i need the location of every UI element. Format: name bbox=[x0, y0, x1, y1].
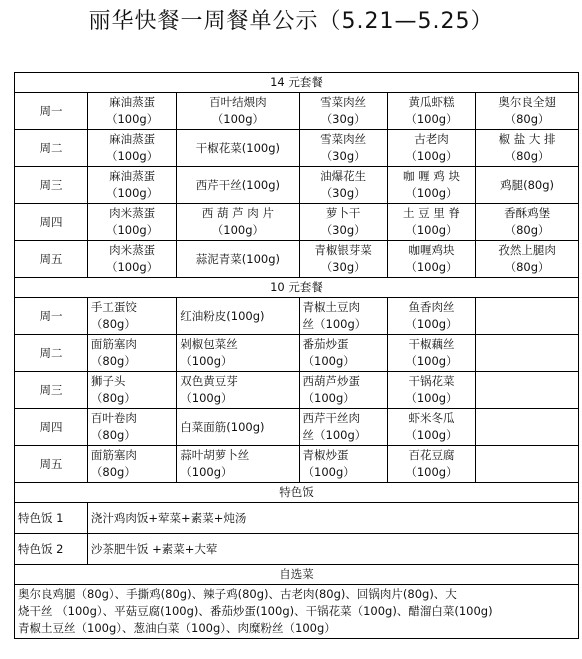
dish-cell bbox=[387, 409, 475, 446]
dish-name: 萝卜干 bbox=[325, 206, 361, 220]
dish-name: 剁椒包菜丝 bbox=[180, 337, 238, 351]
dish-portion: （80g） bbox=[504, 112, 550, 126]
dish-portion: （80g） bbox=[90, 317, 136, 331]
section-header-10: 10 元套餐 bbox=[15, 278, 579, 298]
dish-cell bbox=[177, 372, 299, 409]
dish-cell bbox=[299, 298, 387, 335]
day-label: 周二 bbox=[15, 130, 88, 167]
menu-row bbox=[15, 204, 579, 241]
day-label: 周三 bbox=[15, 167, 88, 204]
dish-cell bbox=[87, 409, 176, 446]
menu-row bbox=[15, 409, 579, 446]
dish-cell bbox=[387, 204, 475, 241]
dish-portion: （100g） bbox=[405, 223, 458, 237]
dish-name: 白菜面筋(100g) bbox=[180, 419, 265, 434]
menu-table bbox=[14, 72, 579, 639]
dish-cell bbox=[177, 409, 299, 446]
dish-cell bbox=[177, 241, 299, 278]
dish-name: 香酥鸡堡 bbox=[504, 206, 551, 220]
dish-name: 油爆花生 bbox=[320, 169, 367, 183]
dish-portion: （100g） bbox=[405, 354, 458, 368]
dish-cell bbox=[177, 298, 299, 335]
dish-portion: （100g） bbox=[405, 465, 458, 479]
dish-portion: （100g） bbox=[180, 465, 233, 479]
optional-dishes bbox=[15, 585, 579, 639]
dish-portion: （100g） bbox=[105, 186, 159, 200]
dish-name: 麻油蒸蛋 bbox=[109, 132, 156, 146]
dish-name: 麻油蒸蛋 bbox=[109, 95, 156, 109]
dish-portion: （100g） bbox=[211, 223, 265, 237]
dish-cell bbox=[299, 130, 387, 167]
dish-name: 青椒土豆肉 bbox=[302, 300, 360, 314]
dish-cell bbox=[299, 167, 387, 204]
dish-name: 蒜叶胡萝卜丝 bbox=[180, 448, 250, 462]
dish-portion: （100g） bbox=[405, 149, 458, 163]
dish-name: 青椒银芽菜 bbox=[314, 243, 372, 257]
dish-cell bbox=[299, 335, 387, 372]
dish-portion: （100g） bbox=[405, 186, 458, 200]
dish-name: 黄瓜虾糕 bbox=[408, 95, 455, 109]
dish-cell bbox=[476, 204, 579, 241]
special-item: 浇汁鸡肉饭+荤菜+素菜+炖汤 bbox=[87, 503, 578, 534]
dish-name: 干锅花菜 bbox=[408, 374, 455, 388]
special-label: 特色饭 2 bbox=[15, 534, 88, 565]
dish-name: 面筋塞肉 bbox=[90, 448, 137, 462]
dish-cell bbox=[476, 241, 579, 278]
empty-cell bbox=[476, 409, 579, 446]
menu-row bbox=[15, 372, 579, 409]
dish-name: 雪菜肉丝 bbox=[320, 95, 367, 109]
dish-name: 咖喱鸡块 bbox=[408, 243, 455, 257]
empty-cell bbox=[476, 298, 579, 335]
dish-cell bbox=[387, 446, 475, 483]
menu-row bbox=[15, 93, 579, 130]
dish-name: 西葫芦炒蛋 bbox=[302, 374, 360, 388]
menu-row bbox=[15, 241, 579, 278]
dish-cell bbox=[87, 130, 176, 167]
dish-portion: （100g） bbox=[302, 391, 355, 405]
page-title: 丽华快餐一周餐单公示（5.21—5.25） bbox=[88, 9, 494, 34]
dish-cell bbox=[87, 204, 176, 241]
dish-name: 青椒炒蛋 bbox=[302, 448, 349, 462]
day-label: 周一 bbox=[15, 298, 88, 335]
special-row bbox=[15, 534, 579, 565]
dish-cell bbox=[177, 93, 299, 130]
dish-portion: （100g） bbox=[405, 112, 458, 126]
dish-cell bbox=[177, 446, 299, 483]
dish-portion: （100g） bbox=[211, 112, 265, 126]
dish-name: 奥尔良全翅 bbox=[498, 95, 556, 109]
dish-cell bbox=[299, 446, 387, 483]
day-label: 周四 bbox=[15, 409, 88, 446]
dish-cell bbox=[299, 204, 387, 241]
dish-portion: （100g） bbox=[180, 391, 233, 405]
empty-cell bbox=[476, 335, 579, 372]
dish-cell bbox=[476, 93, 579, 130]
section-header-optional: 自选菜 bbox=[15, 565, 579, 585]
dish-cell bbox=[87, 167, 176, 204]
dish-cell bbox=[87, 298, 176, 335]
dish-name: 麻油蒸蛋 bbox=[109, 169, 156, 183]
dish-name: 番茄炒蛋 bbox=[302, 337, 349, 351]
dish-portion: （100g） bbox=[105, 223, 159, 237]
day-label: 周五 bbox=[15, 446, 88, 483]
dish-portion: （30g） bbox=[320, 149, 366, 163]
dish-cell bbox=[476, 130, 579, 167]
dish-cell bbox=[476, 167, 579, 204]
dish-portion: （30g） bbox=[320, 112, 366, 126]
dish-name: 雪菜肉丝 bbox=[320, 132, 367, 146]
dish-cell bbox=[177, 204, 299, 241]
dish-portion: （100g） bbox=[405, 391, 458, 405]
dish-name: 蒜泥青菜(100g) bbox=[195, 251, 280, 266]
dish-cell bbox=[87, 446, 176, 483]
dish-name: 虾米冬瓜 bbox=[408, 411, 455, 425]
day-label: 周三 bbox=[15, 372, 88, 409]
dish-name: 面筋塞肉 bbox=[90, 337, 137, 351]
dish-cell bbox=[87, 241, 176, 278]
menu-row bbox=[15, 130, 579, 167]
day-label: 周五 bbox=[15, 241, 88, 278]
dish-portion: （30g） bbox=[320, 186, 366, 200]
dish-name: 手工蛋饺 bbox=[90, 300, 137, 314]
dish-portion: （80g） bbox=[504, 223, 550, 237]
dish-cell bbox=[387, 241, 475, 278]
dish-name: 百花豆腐 bbox=[408, 448, 455, 462]
dish-cell bbox=[87, 335, 176, 372]
dish-portion: （100g） bbox=[302, 354, 355, 368]
dish-cell bbox=[299, 93, 387, 130]
menu-row bbox=[15, 167, 579, 204]
dish-cell bbox=[387, 167, 475, 204]
dish-name: 土 豆 里 脊 bbox=[403, 206, 460, 220]
dish-name: 椒 盐 大 排 bbox=[498, 132, 556, 146]
dish-name: 西芹干丝肉 bbox=[302, 411, 360, 425]
day-label: 周四 bbox=[15, 204, 88, 241]
dish-portion: （100g） bbox=[105, 112, 159, 126]
dish-name: 西芹干丝(100g) bbox=[195, 177, 280, 192]
dish-name: 咖 喱 鸡 块 bbox=[403, 169, 460, 183]
dish-portion: （80g） bbox=[90, 354, 136, 368]
dish-portion: （80g） bbox=[90, 428, 136, 442]
dish-cell bbox=[299, 241, 387, 278]
empty-cell bbox=[476, 372, 579, 409]
optional-line: 奥尔良鸡腿（80g）、手撕鸡(80g)、辣子鸡(80g)、古老肉(80g)、回锅肉片(80g)、大 bbox=[18, 587, 457, 601]
section-header-special: 特色饭 bbox=[15, 483, 579, 503]
dish-portion: （100g） bbox=[405, 428, 458, 442]
dish-portion: （100g） bbox=[302, 465, 355, 479]
optional-line: 烧干丝 （100g）、平菇豆腐(100g)、番茄炒蛋(100g)、干锅花菜（100g)、醋溜白菜(100g) bbox=[18, 604, 493, 618]
dish-portion: （100g） bbox=[405, 260, 458, 274]
day-label: 周一 bbox=[15, 93, 88, 130]
day-label: 周二 bbox=[15, 335, 88, 372]
dish-name: 鸡腿(80g) bbox=[500, 177, 555, 192]
dish-portion: （80g） bbox=[90, 465, 136, 479]
dish-cell bbox=[87, 93, 176, 130]
dish-name: 肉米蒸蛋 bbox=[109, 243, 156, 257]
dish-cell bbox=[387, 372, 475, 409]
special-label: 特色饭 1 bbox=[15, 503, 88, 534]
dish-portion: （100g） bbox=[105, 260, 159, 274]
dish-cell bbox=[387, 335, 475, 372]
dish-cell bbox=[177, 130, 299, 167]
dish-portion: 丝（100g） bbox=[302, 428, 367, 442]
dish-cell bbox=[387, 93, 475, 130]
dish-name: 双色黄豆芽 bbox=[180, 374, 238, 388]
dish-portion: （80g） bbox=[504, 260, 550, 274]
menu-row bbox=[15, 298, 579, 335]
special-item: 沙茶肥牛饭 +素菜+大荤 bbox=[87, 534, 578, 565]
dish-portion: （30g） bbox=[320, 260, 366, 274]
optional-line: 青椒土豆丝（100g）、葱油白菜（100g）、肉糜粉丝（100g） bbox=[18, 621, 336, 635]
dish-cell bbox=[387, 130, 475, 167]
dish-name: 肉米蒸蛋 bbox=[109, 206, 156, 220]
special-row bbox=[15, 503, 579, 534]
dish-name: 红油粉皮(100g) bbox=[180, 308, 265, 323]
dish-portion: 丝（100g） bbox=[302, 317, 367, 331]
section-header-14: 14 元套餐 bbox=[15, 73, 579, 93]
dish-name: 西 葫 芦 肉 片 bbox=[201, 206, 274, 220]
dish-portion: （100g） bbox=[405, 317, 458, 331]
menu-row bbox=[15, 335, 579, 372]
dish-name: 干椒花菜(100g) bbox=[195, 140, 280, 155]
dish-cell bbox=[177, 167, 299, 204]
dish-portion: （80g） bbox=[504, 149, 550, 163]
dish-portion: （100g） bbox=[180, 354, 233, 368]
dish-name: 狮子头 bbox=[90, 374, 126, 388]
dish-cell bbox=[177, 335, 299, 372]
dish-cell bbox=[87, 372, 176, 409]
dish-name: 鱼香肉丝 bbox=[408, 300, 455, 314]
dish-cell bbox=[299, 409, 387, 446]
dish-name: 孜然上腿肉 bbox=[498, 243, 556, 257]
dish-portion: （80g） bbox=[90, 391, 136, 405]
dish-name: 百叶卷肉 bbox=[90, 411, 137, 425]
empty-cell bbox=[476, 446, 579, 483]
dish-name: 干椒藕丝 bbox=[408, 337, 455, 351]
dish-name: 古老肉 bbox=[414, 132, 449, 146]
dish-portion: （100g） bbox=[105, 149, 159, 163]
dish-name: 百叶结煨肉 bbox=[209, 95, 267, 109]
menu-row bbox=[15, 446, 579, 483]
dish-portion: （30g） bbox=[320, 223, 366, 237]
dish-cell bbox=[387, 298, 475, 335]
dish-cell bbox=[299, 372, 387, 409]
